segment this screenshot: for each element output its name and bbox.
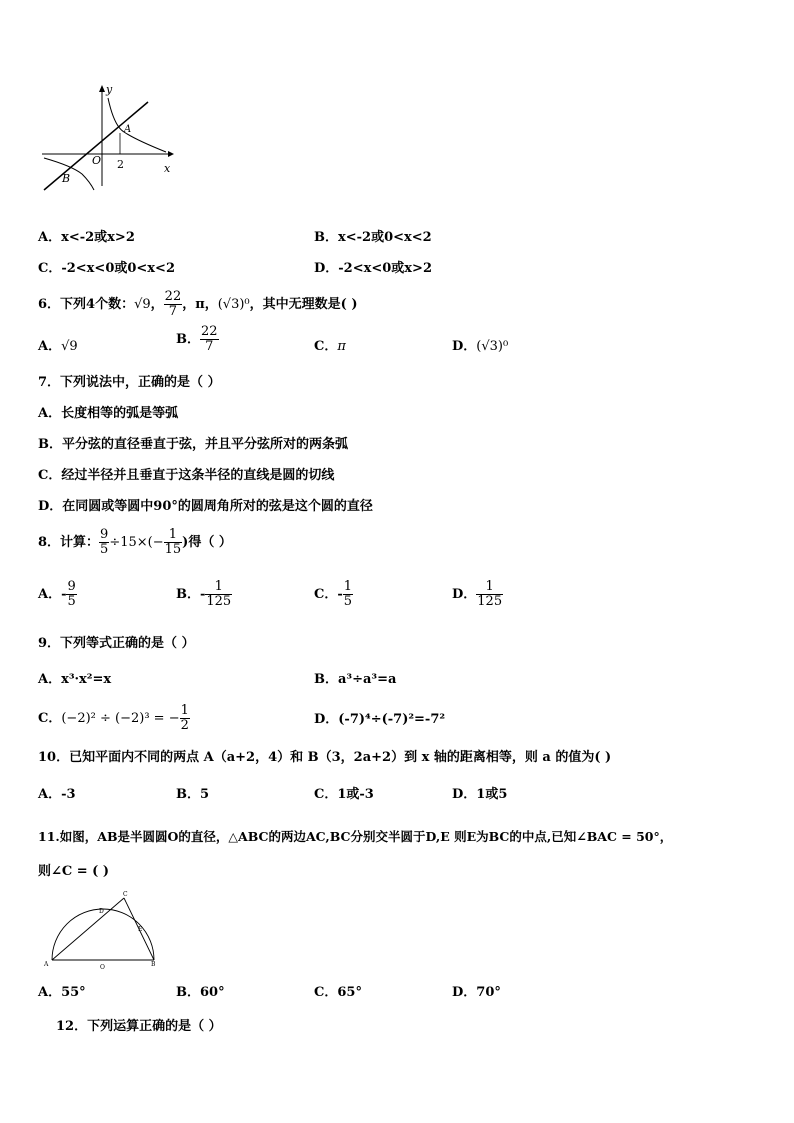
q8-a-fraction: [66, 580, 76, 609]
linear-function-line: [44, 102, 148, 190]
q8-d-fraction: [476, 580, 503, 609]
q6-option-a: [38, 339, 78, 355]
q6-d-value: (√3)⁰: [476, 339, 509, 354]
q8-b-fraction: [205, 580, 232, 609]
x-label: x: [164, 162, 171, 175]
q9-c-num: 1: [180, 703, 189, 718]
label-c: C: [123, 891, 128, 898]
q9-option-c: [38, 704, 190, 733]
y-axis-arrow: [99, 85, 105, 92]
q6-fraction: [164, 290, 183, 319]
q7-option-a: A．长度相等的弧是等弧: [38, 406, 179, 421]
q9-c-label: C．: [38, 711, 62, 726]
q5-option-c: C．-2<x<0或0<x<2: [38, 261, 175, 276]
q7-option-d: D．在同圆或等圆中90°的圆周角所对的弦是这个圆的直径: [38, 499, 373, 514]
q9-c-expr: (−2)² ÷ (−2)³ = −: [61, 711, 180, 726]
q6-a-label: A．: [38, 339, 62, 354]
q6-c-label: C．: [314, 339, 338, 354]
q6-suffix: ，其中无理数是( ): [249, 297, 358, 312]
q9-c-den: 2: [180, 718, 189, 733]
q8-c-den: 5: [343, 594, 353, 609]
q6-option-d: [452, 339, 508, 355]
q8-f1-den: 5: [100, 542, 109, 557]
q6-b-den: 7: [200, 339, 219, 354]
tick-2-label: 2: [117, 158, 124, 171]
q6-option-c: [314, 339, 346, 355]
q11-option-b: B．60°: [176, 985, 225, 1000]
q7-option-b: B．平分弦的直径垂直于弦，并且平分弦所对的两条弧: [38, 437, 348, 452]
q8-a-num: 9: [67, 579, 76, 594]
q8-d-num: 1: [485, 579, 494, 594]
q7-stem: 7．下列说法中，正确的是（ ）: [38, 375, 221, 390]
q6-b-label: B．: [176, 332, 200, 347]
q6-fraction-num: 22: [164, 289, 182, 304]
q8-fraction-2: [164, 528, 183, 557]
q8-option-a: [38, 580, 77, 609]
q6-sqrt9: √9: [134, 297, 151, 312]
q6-pi: ，π，: [182, 297, 218, 312]
q8-c-fraction: [343, 580, 353, 609]
q10-option-a: A．-3: [38, 787, 76, 802]
q8-mid: ÷15×(−: [109, 535, 164, 550]
q8-b-num: 1: [214, 579, 223, 594]
q8-f2-den: 15: [164, 542, 182, 557]
q6-a-value: √9: [61, 339, 78, 354]
q11-option-d: D．70°: [452, 985, 501, 1000]
q8-prefix: 8．计算：: [38, 535, 100, 550]
q8-a-den: 5: [67, 594, 76, 609]
q8-b-den: 125: [206, 594, 232, 609]
q8-option-c: [314, 580, 353, 609]
q8-option-d: [452, 580, 503, 609]
q9-option-a: A．x³·x²=x: [38, 672, 112, 687]
point-a-label: A: [124, 124, 132, 135]
q8-suffix: )得（ ）: [182, 535, 232, 550]
q8-stem: [38, 528, 232, 557]
q8-c-label: C．-: [314, 587, 343, 602]
q8-d-label: D．: [452, 587, 477, 602]
q9-option-d: D．(-7)⁴÷(-7)²=-7²: [314, 712, 446, 727]
point-b-label: B: [62, 172, 71, 185]
q7-option-c: C．经过半径并且垂直于这条半径的直线是圆的切线: [38, 468, 335, 483]
label-o: O: [100, 964, 105, 971]
q6-separator: ，: [150, 297, 164, 312]
q11-option-a: A．55°: [38, 985, 86, 1000]
q10-stem: 10．已知平面内不同的两点 A（a+2，4）和 B（3，2a+2）到 x 轴的距离相等，则 a 的值为( ): [38, 750, 612, 765]
label-b: B: [151, 961, 156, 968]
label-a: A: [44, 961, 49, 968]
q6-prefix: 6．下列4个数：: [38, 297, 135, 312]
q8-f2-num: 1: [168, 527, 178, 542]
q6-stem: [38, 290, 357, 319]
q10-option-d: D．1或5: [452, 787, 508, 802]
q9-stem: 9．下列等式正确的是（ ）: [38, 636, 195, 651]
q11-stem-line1: 11.如图，AB是半圆圆O的直径，△ABC的两边AC,BC分别交半圆于D,E 则E为BC的中点,已知∠BAC = 50°，: [38, 829, 673, 844]
q8-c-num: 1: [343, 579, 353, 594]
q9-option-b: B．a³÷a³=a: [314, 672, 397, 687]
label-d: D: [99, 908, 104, 915]
q8-f1-num: 9: [100, 527, 109, 542]
q6-b-fraction: [200, 325, 219, 354]
q8-b-label: B．-: [176, 587, 206, 602]
q11-stem-line2: 则∠C = ( ): [38, 864, 110, 879]
origin-label: O: [92, 154, 102, 167]
q8-option-b: [176, 580, 232, 609]
q8-d-den: 125: [477, 594, 503, 609]
y-label: y: [106, 83, 113, 96]
q8-fraction-1: [99, 528, 109, 557]
q8-a-label: A．-: [38, 587, 67, 602]
q10-option-b: B．5: [176, 787, 210, 802]
q6-paren-sqrt3: (√3)⁰: [217, 297, 250, 312]
q6-fraction-den: 7: [164, 304, 183, 319]
q6-c-value: π: [337, 339, 346, 354]
semicircle-figure: [40, 888, 164, 974]
x-axis-arrow: [168, 151, 174, 157]
function-graph-figure: [36, 82, 186, 192]
q11-option-c: C．65°: [314, 985, 362, 1000]
q5-option-b: B．x<-2或0<x<2: [314, 230, 432, 245]
q12-stem: 12．下列运算正确的是（ ）: [56, 1019, 222, 1034]
hyperbola-branch-1: [108, 98, 166, 152]
q6-option-b: [176, 325, 219, 354]
q5-option-d: D．-2<x<0或x>2: [314, 261, 432, 276]
q9-c-fraction: [180, 704, 190, 733]
q10-option-c: C．1或-3: [314, 787, 374, 802]
q6-b-num: 22: [201, 324, 218, 339]
q5-option-a: A．x<-2或x>2: [38, 230, 135, 245]
label-e: E: [138, 926, 143, 933]
q6-d-label: D．: [452, 339, 477, 354]
